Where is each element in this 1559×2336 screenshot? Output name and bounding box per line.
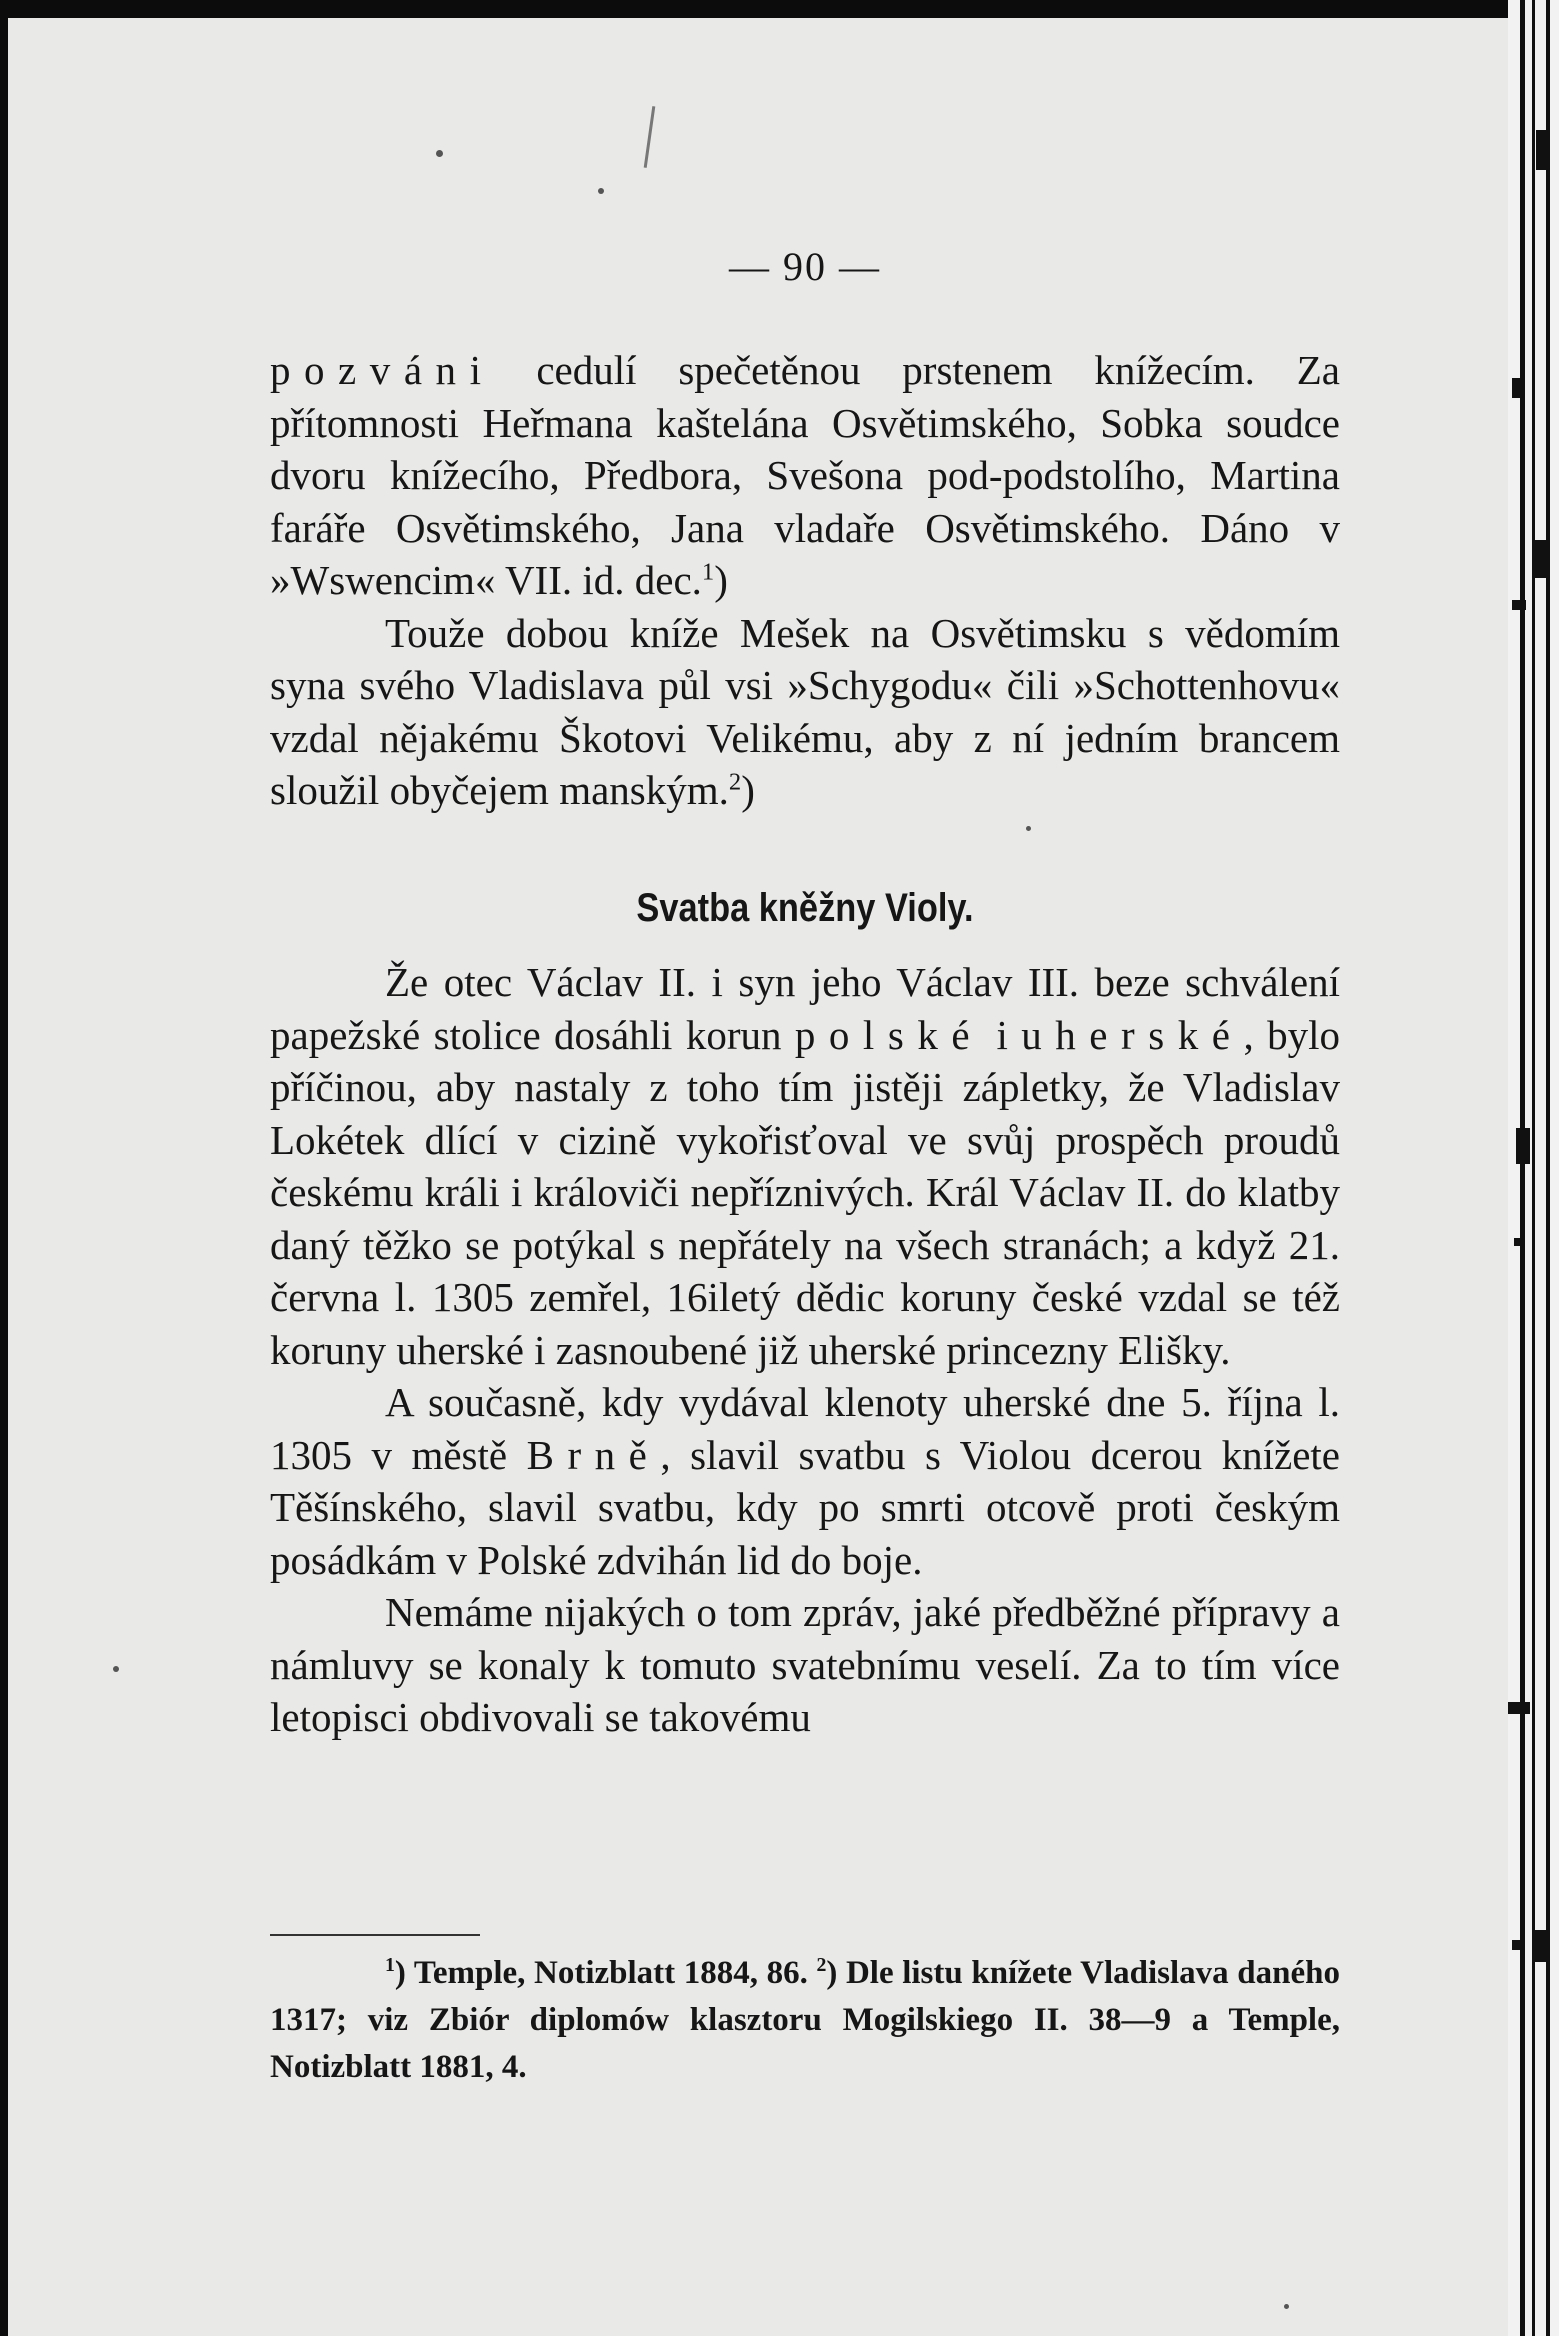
spine-line [1532, 0, 1535, 2336]
scanned-page [8, 18, 1508, 2336]
spine-mark [1534, 1930, 1546, 1962]
scan-speck [598, 188, 604, 194]
spaced-word: uherské [1021, 1011, 1244, 1058]
spine-line [1546, 0, 1550, 2336]
page-number: — 90 — [729, 244, 881, 289]
paragraph-text: A současně, kdy vydával klenoty uherské dne 5. října l. 1305 v městě [270, 1379, 1340, 1478]
paragraph [270, 344, 1340, 607]
scan-speck [1026, 826, 1031, 831]
spaced-word: pozváni [270, 347, 495, 393]
spine-mark [1536, 130, 1546, 170]
footnote-ref: 1 [701, 558, 715, 586]
spine-mark [1512, 378, 1524, 398]
paragraph-text: , slavil svatbu s Violou dcerou knížete Těšínského, slavil svatbu, kdy po smrti otcově proti českým posádkám v Polské zdvihán lid do boje. [270, 1431, 1340, 1583]
section-heading: Svatba kněžny Violy. [636, 886, 974, 930]
paragraph [270, 607, 1340, 817]
footnote-text: ) Dle listu knížete Vladislava daného 1317; viz Zbiór diplomów klasztoru Mogilskiego II. 38—9 a Temple, Notizblatt 1881, 4. [270, 1955, 1340, 2085]
paragraph-text: i [983, 1011, 1022, 1058]
spine-mark [1512, 600, 1526, 610]
paragraph-text: Touže dobou kníže Mešek na Osvětimsku s vědomím syna svého Vladislava půl vsi »Schygodu« čili »Schottenhovu« vzdal nějakému Škotovi Velikému, aby z ní jedním brancem sloužil obyčejem manským. [270, 609, 1340, 813]
footnote [270, 1950, 1340, 2091]
spine-mark [1514, 1238, 1522, 1246]
section [270, 886, 1340, 931]
footnote-text: ) Temple, Notizblatt 1884, 86. [394, 1955, 808, 1991]
scan-scratch-mark [644, 106, 656, 168]
footnotes [270, 1950, 1340, 2091]
footnote-ref-close: ) [741, 767, 755, 813]
book-spine-edge [1508, 0, 1559, 2336]
footnote-divider [270, 1934, 480, 1936]
scan-speck [436, 150, 443, 157]
paragraph: Nemáme nijakých o tom zpráv, jaké předběžné přípravy a námluvy se konaly k tomuto svatebnímu veselí. Za to tím více letopisci obdivovali se takovému [270, 1589, 1340, 1740]
spine-mark [1516, 1128, 1530, 1164]
paragraph-text: cedulí spečetěnou prstenem knížecím. Za přítomnosti Heřmana kaštelána Osvětimského, Sobka soudce dvoru knížecího, Předbora, Svešona pod-podstolího, Martina faráře Osvětimského, Jana vladaře Osvětimského. Dáno v »Wswencim« VII. id. dec. [270, 347, 1340, 603]
footnote-mark: 1 [385, 1954, 395, 1976]
scan-speck [1284, 2304, 1289, 2309]
spine-line [1520, 0, 1525, 2336]
spine-mark [1508, 1702, 1530, 1714]
footnote-ref-close: ) [714, 557, 728, 603]
spaced-word: Brně [526, 1431, 661, 1478]
footnote-mark: 2 [816, 1954, 827, 1976]
section-body [270, 956, 1340, 1744]
footnote-ref: 2 [728, 768, 742, 796]
scan-speck [113, 1666, 119, 1672]
paragraph [270, 1376, 1340, 1586]
spine-mark [1512, 1940, 1522, 1950]
spine-mark [1534, 540, 1546, 578]
paragraph-text: , bylo příčinou, aby nastaly z toho tím jistěji zápletky, že Vladislav Lokétek dlící v cizině vykořisťoval ve svůj prospěch proudů českému králi i královiči nepříznivých. Král Václav II. do klatby daný těžko se potýkal s nepřátely na všech stranách; a když 21. června l. 1305 zemřel, 16iletý dědic koruny české vzdal se též koruny uherské i zasnoubené již uherské princezny Elišky. [270, 1011, 1340, 1373]
paragraph-text: Že otec Václav II. i syn jeho Václav III. beze schválení papežské stolice dosáhli korun [270, 959, 1340, 1058]
opening-passage [270, 344, 1340, 817]
spaced-word: polské [794, 1011, 984, 1058]
paragraph [270, 956, 1340, 1376]
